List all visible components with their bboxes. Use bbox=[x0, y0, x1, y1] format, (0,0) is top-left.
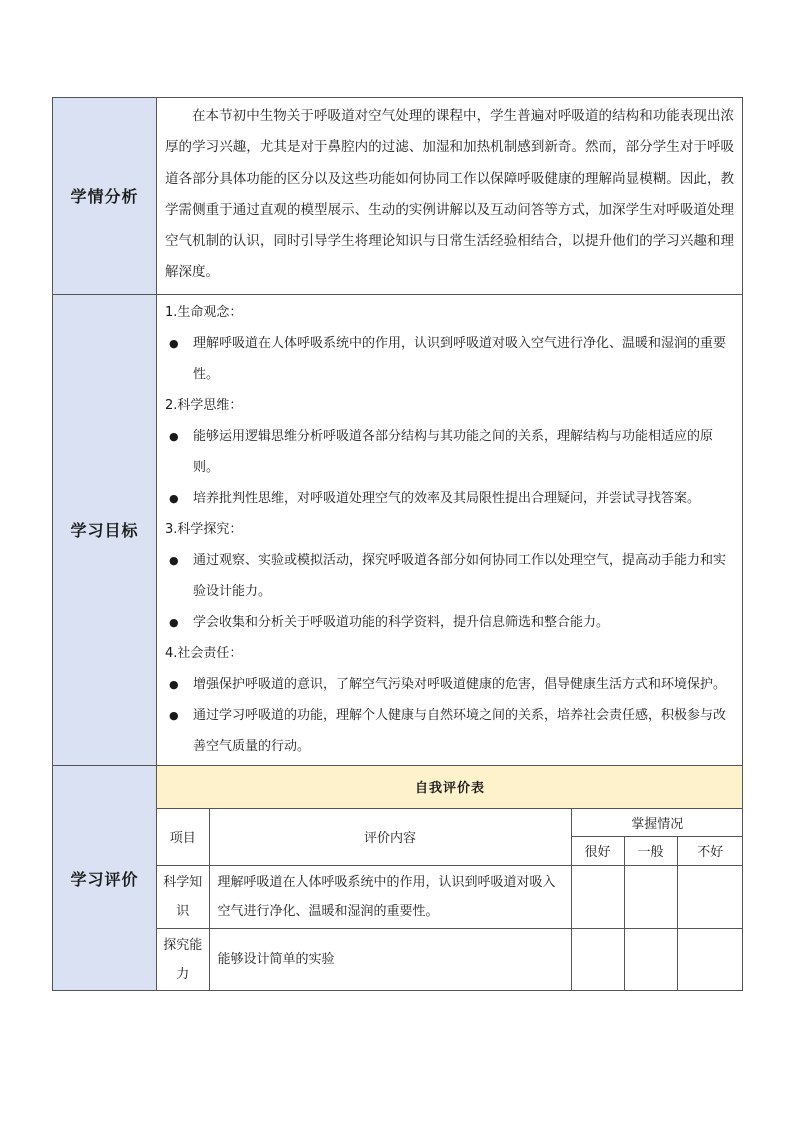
eval-check-good[interactable] bbox=[571, 928, 624, 990]
eval-level-good: 很好 bbox=[571, 836, 624, 865]
goal-bullet-text: 学会收集和分析关于呼吸道功能的科学资料，提升信息筛选和整合能力。 bbox=[193, 614, 610, 630]
goals-list bbox=[157, 295, 742, 765]
eval-check-poor[interactable] bbox=[677, 928, 743, 990]
eval-row-content: 能够设计简单的实验 bbox=[209, 928, 571, 990]
bullet-dot-icon: ● bbox=[169, 553, 179, 567]
bullet-dot-icon: ● bbox=[169, 429, 179, 443]
eval-header-item: 项目 bbox=[157, 808, 209, 865]
evaluation-cell bbox=[157, 765, 743, 991]
bullet-dot-icon: ● bbox=[169, 615, 179, 629]
goal-bullet-text: 增强保护呼吸道的意识，了解空气污染对呼吸道健康的危害，倡导健康生活方式和环境保护。 bbox=[193, 676, 727, 692]
goal-bullet-item bbox=[165, 607, 734, 638]
eval-check-average[interactable] bbox=[624, 865, 677, 928]
goal-bullet-text: 通过学习呼吸道的功能，理解个人健康与自然环境之间的关系，培养社会责任感，积极参与改善空气质量的行动。 bbox=[193, 707, 727, 754]
goal-category-title: 2.科学思维： bbox=[165, 397, 243, 413]
eval-header-mastery: 掌握情况 bbox=[571, 808, 743, 836]
eval-level-poor: 不好 bbox=[677, 836, 743, 865]
lesson-plan-table bbox=[52, 97, 743, 991]
goal-bullet-text: 能够运用逻辑思维分析呼吸道各部分结构与其功能之间的关系，理解结构与功能相适应的原则。 bbox=[193, 428, 714, 475]
goal-bullet-item bbox=[165, 545, 734, 607]
bullet-dot-icon: ● bbox=[169, 677, 179, 691]
evaluation-row bbox=[53, 765, 743, 991]
goals-label: 学习目标 bbox=[53, 294, 157, 765]
bullet-dot-icon: ● bbox=[169, 336, 179, 350]
goal-bullet-item bbox=[165, 421, 734, 483]
bullet-dot-icon: ● bbox=[169, 708, 179, 722]
goal-category-title: 3.科学探究： bbox=[165, 521, 243, 537]
goal-bullet-item bbox=[165, 328, 734, 390]
eval-table-title: 自我评价表 bbox=[157, 766, 743, 809]
lesson-plan-sheet bbox=[52, 97, 742, 991]
eval-level-average: 一般 bbox=[624, 836, 677, 865]
bullet-dot-icon: ● bbox=[169, 491, 179, 505]
eval-check-poor[interactable] bbox=[677, 865, 743, 928]
eval-check-average[interactable] bbox=[624, 928, 677, 990]
goal-bullet-text: 培养批判性思维，对呼吸道处理空气的效率及其局限性提出合理疑问，并尝试寻找答案。 bbox=[193, 490, 701, 506]
analysis-text: 在本节初中生物关于呼吸道对空气处理的课程中，学生普遍对呼吸道的结构和功能表现出浓厚的学习兴趣，尤其是对于鼻腔内的过滤、加湿和加热机制感到新奇。然而，部分学生对于呼吸道各部分具体功能的区分以及这些功能如何协同工作以保障呼吸健康的理解尚显模糊。因此，教学需侧重于通过直观的模型展示、生动的实例讲解以及互动问答等方式，加深学生对呼吸道处理空气机制的认识，同时引导学生将理论知识与日常生活经验相结合，以提升他们的学习兴趣和理解深度。 bbox=[165, 108, 734, 281]
goal-bullet-text: 通过观察、实验或模拟活动，探究呼吸道各部分如何协同工作以处理空气，提高动手能力和实验设计能力。 bbox=[193, 552, 727, 599]
goals-row bbox=[53, 294, 743, 765]
analysis-row bbox=[53, 98, 743, 295]
eval-row-inquiry bbox=[157, 928, 743, 990]
analysis-cell bbox=[157, 98, 743, 295]
goal-bullet-item bbox=[165, 483, 734, 514]
eval-check-good[interactable] bbox=[571, 865, 624, 928]
goals-cell bbox=[157, 294, 743, 765]
goal-bullet-item bbox=[165, 700, 734, 762]
goal-bullet-text: 理解呼吸道在人体呼吸系统中的作用，认识到呼吸道对吸入空气进行净化、温暖和湿润的重要性。 bbox=[193, 335, 727, 382]
goal-category-title: 4.社会责任： bbox=[165, 645, 243, 661]
eval-row-content: 理解呼吸道在人体呼吸系统中的作用，认识到呼吸道对吸入空气进行净化、温暖和湿润的重要性。 bbox=[209, 865, 571, 928]
analysis-label: 学情分析 bbox=[53, 98, 157, 295]
eval-row-item: 科学知识 bbox=[157, 865, 209, 928]
eval-row-knowledge bbox=[157, 865, 743, 928]
evaluation-label: 学习评价 bbox=[53, 765, 157, 991]
goal-category-title: 1.生命观念： bbox=[165, 304, 243, 320]
eval-header-content: 评价内容 bbox=[209, 808, 571, 865]
eval-row-item: 探究能力 bbox=[157, 928, 209, 990]
self-evaluation-table bbox=[157, 766, 743, 991]
goal-bullet-item bbox=[165, 669, 734, 700]
